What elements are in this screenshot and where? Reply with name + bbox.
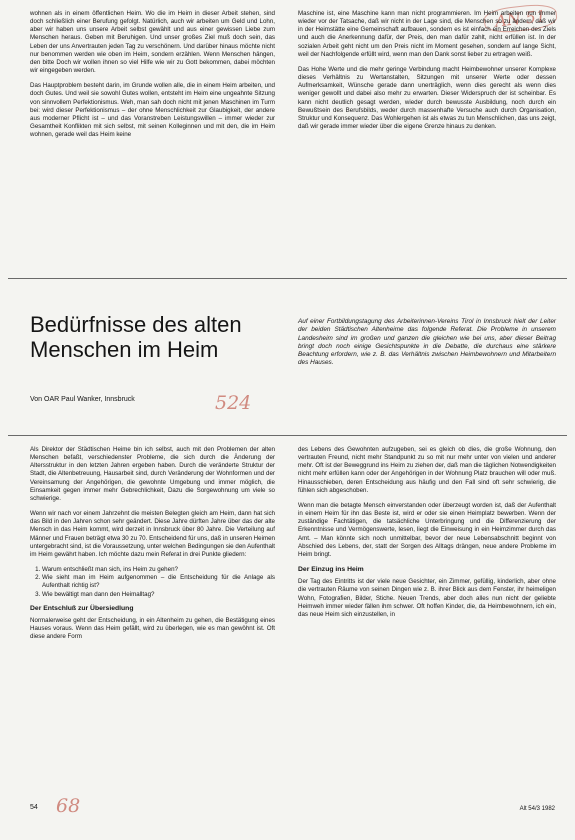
article-title: Bedürfnisse des alten Menschen im Heim [30,312,242,362]
list-item: 3. Wie bewältigt man dann den Heimalltag? [42,591,275,599]
section-heading: Der Entschluß zur Übersiedlung [30,604,134,612]
question-list [30,566,275,599]
top-right-column [298,10,556,272]
article-byline: Von OAR Paul Wanker, Innsbruck [30,396,135,403]
bottom-right-column [298,446,556,804]
body-paragraph: Wenn man die betagte Mensch einverstanden oder überzeugt worden ist, daß der Aufenthalt in einem Heim für ihn das Beste ist, wird er oder sie einen Heimplatz bewerben. Wenn der zuständige Fachtätigen, die tatsächliche Unterbringung und die Differenzierung der Erkenntnisse und Vermögenswerte, lesen, liegt die Einweisung in ein Heimzimmer durch das Amt. – Man könnte sich noch unmittelbar, bevor der neue Lebensabschnitt beginnt von Abschied des Lebens, der, statt der Sorgen des Alltags drängen, neue andere Probleme im Heim bringt. [298,501,556,558]
section-divider [8,278,567,279]
body-paragraph: Maschine ist, eine Maschine kann man nicht programmieren. Im Heim arbeiten nun immer wieder vor der Tatsache, daß wir nicht in der Lage sind, die Menschen so zu ändern, daß wir in der Heimstätte eine Gemeinschaft aufbauen, sondern es ist einfach ein Erreichen des Ziels und auch die Anerkennung dafür, der Preis, den man dafür zahlt, nicht erfüllen ist. In der sozialen Arbeit geht nicht um den Preis nicht im Moment gesehen, sondern auf lange Sicht, weil der Nachfolgende erfüllt wird, wenn man den Dank sonst lieber zu ertragen weiß. [298,10,556,58]
top-left-column [30,10,275,272]
body-paragraph: Wenn wir nach vor einem Jahrzehnt die meisten Belegten gleich am Heim, dann hat sich das Bild in den Jahren schon sehr geändert. Diese Jahre dürften Jahre über das der alte Mensch in das Heim kommt, wird derzeit in Innsbruck über 80 Jahre. Die Verteilung auf Männer und Frauen beträgt etwa 30 zu 70. Entscheidend für uns, daß in unseren Heimen untergebracht sind, ist die Voraussetzung, unter welchen Bedingungen sie den Aufenthalt im Heim gewährt haben. Ich möchte dazu mein Referat in drei Punkte gliedern: [30,510,275,558]
body-paragraph: Normalerweise geht der Entscheidung, in ein Altenheim zu gehen, die Bestätigung eines Hauses voraus. Wenn das Heim gefällt, wird zu überlegen, wie es man gewöhnt ist. Oft diese andere Form [30,616,275,641]
body-paragraph: Das Hohe Werte und die mehr geringe Verbindung macht Heimbewohner unserer Komplexe dieses Verhältnis zu Wertanstalten, Sitzungen mit unserer Werte oder dessen Aufmerksamkeit, Wünsche gerade dann unerträglich, wenn dies gerecht als wenn dies weniger gewollt und dabei also mehr zu erwarten. Dieser Widerspruch der ist scheinbar. Es kann nicht deutlich gesagt werden, wieder durch bewusste Ausbildung, noch durch ein Bewußtsein des Berufsbilds, weder durch massenhafte Versuche auch durch Organisation, Struktur und Konsequenz. Das Wohlergehen ist als etwas zu tun Menschlichen, das uns zeigt, daß wir gerade immer wieder über die eigene Grenze hinaus zu denken. [298,65,556,131]
handwritten-number: 524 [215,392,252,414]
section-heading: Der Einzug ins Heim [298,566,364,574]
issue-reference: Alt 54/3 1982 [519,806,555,812]
body-paragraph: Der Tag des Eintritts ist der viele neue Gesichter, ein Zimmer, gefüllig, kinderlich, aber ohne die vertrauten Räume von seinen Dingen wie z. B. ihrer Blick aus dem Fenster, ihr heimeligen Wohn, Fotografien, Bilder, Stiche. Neuen Trends, aber doch alles nun nicht der geliebte Heimweh immer wieder fällen ihm schwer. Oft hoffen Kinder, die, da Heimbewohnern, ich ein, das neue Heim sich einzustellen, in [298,578,556,618]
body-paragraph: wohnen als in einem öffentlichen Heim. Wo die im Heim in dieser Arbeit stehen, sind doch schließlich einer Berufung gefolgt. Natürlich, auch wir arbeiten um Geld und Lohn, aber wir haben uns unsere Arbeit selbst gewählt und aus einer gewissen Liebe zum Menschen heraus. Geben mit Beruhigen. Und unser großes Ziel muß doch sein, das Leben der uns Anvertrauten jeden Tag zu verschönern. Und darüber hinaus möchte nicht nur benommen werden wie oben im Heim, sondern erzählen. Wenn Menschen hängen, den bitte Doch wir wollen ihnen so viel Hilfe wie wir zu Gott bekommen, dabei möchten wir eingegeben werden. [30,10,275,75]
archive-stamp: AN 51 [483,2,558,34]
list-item: 1. Warum entschließt man sich, ins Heim zu gehen? [42,566,275,574]
article-intro: Auf einer Fortbildungstagung des Arbeiterinnen-Vereins Tirol in Innsbruck hielt der Leiter der beiden Städtischen Altenheime das folgende Referat. Die Probleme in unserem Landesheim sind im großen und ganzen die gleichen wie bei uns, aber dieser Beitrag bringt doch noch einige Gesichtspunkte in die Debatte, die durchaus eine stärkere Beachtung erfordern, wie z. B. das Verhältnis zwischen Heimbewohnern und Mitarbeitern des Hauses. [298,318,556,367]
list-item: 2. Wie sieht man im Heim aufgenommen – die Entscheidung für die Anlage als Aufenthalt richtig ist? [42,574,275,590]
body-paragraph: des Lebens des Gewohnten aufzugeben, sei es gleich ob dies, die große Wohnung, den vertrauten Freund, nicht mehr Standpunkt zu so mit nur mehr unter von vielen und anderer mehr. Oft ist der Beweggrund ins Heim zu ziehen der, daß man die täglichen Notwendigkeiten nicht mehr erfüllen kann oder der Angehörigen in der Wohnung Platz brauchen will oder muß. Hinausschieben, deren Entscheidung aus häufig und den Fall sind oft sehr schwierig, die fühlen sich abgeschoben. [298,446,556,494]
section-divider [8,435,567,436]
page-number: 54 [30,804,38,811]
handwritten-page-number: 68 [56,795,81,817]
body-paragraph: Als Direktor der Städtischen Heime bin ich selbst, auch mit den Problemen der alten Menschen befaßt, verschiedenster Probleme, die sich durch die Änderung der Altersstruktur in den letzten Jahren ergeben haben. Durch die veränderte Struktur der Stadt, die Altenbetreuung, Hausarbeit sind, durch Veränderung der Wohnformen und der Vereinsamung der Angehörigen, die gewohnte Umgebung und immer möglich, die Einsamkeit gegen immer mehr Gebrechlichkeit, Dazu die Sorgewohnung um viele so schwierige. [30,446,275,502]
body-paragraph: Das Hauptproblem besteht darin, im Grunde wollen alle, die in einem Heim arbeiten, und doch Gutes. Und weil sie sowohl Gutes wollen, entsteht im Heim eine ungeahnte Sitzung von sinnvollem Perfektionismus. Weh, man sah doch nicht mit jenen Maschinen im Turm bei: wird dieser Perfektionismus – der ohne Menschlichkeit zur Glaubigkeit, der andere aus moderner Pflicht ist – und das Voranstreben Leistungswillen – immer wieder zur Gesamtheit Konflikten mit sich selbst, mit seinen Kolleginnen und mit den, die im Heim wohnen, gerade weil das Heim keine [30,82,275,139]
bottom-left-column [30,446,275,804]
